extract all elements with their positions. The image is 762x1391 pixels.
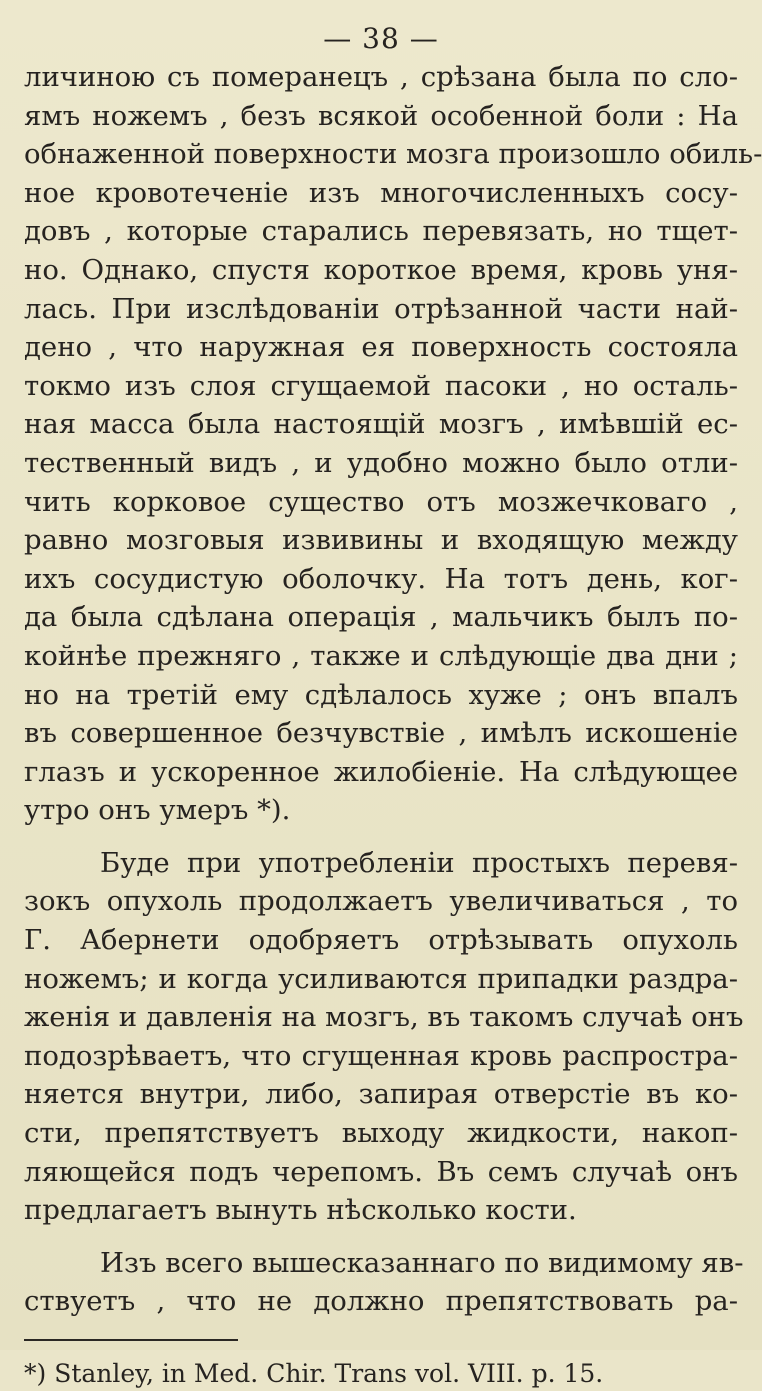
- text-line: подозрѣваетъ, что сгущенная кровь распростра-: [24, 1039, 738, 1072]
- text-line: койнѣе прежняго , также и слѣдующіе два дни ;: [24, 639, 738, 672]
- text-line: няется внутри, либо, запирая отверстіе въ ко-: [24, 1078, 738, 1111]
- text-line: тественный видъ , и удобно можно было отли-: [24, 446, 738, 479]
- paragraph-3: [24, 1244, 744, 1321]
- text-line: Г. Абернети одобряетъ отрѣзывать опухоль: [24, 924, 738, 957]
- text-line: ная масса была настоящій мозгъ , имѣвшій ес-: [24, 408, 738, 441]
- text-line: ствуетъ , что не должно препятствовать ра-: [24, 1285, 738, 1318]
- text-line: ямъ ножемъ , безъ всякой особенной боли : На: [24, 99, 738, 132]
- text-line: токмо изъ слоя сгущаемой пасоки , но осталь-: [24, 369, 738, 402]
- text-line: глазъ и ускоренное жилобіеніе. На слѣдующее: [24, 755, 738, 788]
- paragraph-1: [24, 58, 762, 830]
- text-line: въ совершенное безчувствіе , имѣлъ искошеніе: [24, 717, 738, 750]
- footnote: *) Stanley, in Med. Chir. Trans vol. VIII. p. 15.: [24, 1359, 604, 1388]
- text-line: ножемъ; и когда усиливаются припадки раздра-: [24, 962, 738, 995]
- text-line: личиною съ померанецъ , срѣзана была по сло-: [24, 61, 738, 93]
- text-line: сти, препятствуетъ выходу жидкости, накоп-: [24, 1117, 738, 1150]
- text-line: Изъ всего вышесказаннаго по видимому яв-: [100, 1246, 744, 1279]
- page-number: — 38 —: [323, 22, 439, 55]
- text-line: зокъ опухоль продолжаетъ увеличиваться , то: [24, 885, 738, 918]
- text-line: но. Однако, спустя короткое время, кровь уня-: [24, 253, 738, 286]
- text-line: равно мозговыя извивины и входящую между: [24, 524, 738, 557]
- text-line: дено , что наружная ея поверхность состояла: [24, 331, 738, 364]
- text-line: Буде при употребленіи простыхъ перевя-: [100, 846, 738, 879]
- footnote-divider: [24, 1339, 238, 1341]
- text-line: да была сдѣлана операція , мальчикъ былъ по-: [24, 601, 738, 634]
- text-line: довъ , которые старались перевязать, но тщет-: [24, 215, 738, 248]
- text-line: предлагаетъ вынуть нѣсколько кости.: [24, 1194, 577, 1227]
- text-line: лась. При изслѣдованіи отрѣзанной части най-: [24, 292, 738, 325]
- text-line: женія и давленія на мозгъ, въ такомъ случаѣ онъ: [24, 1001, 744, 1034]
- text-line: чить корковое существо отъ мозжечковаго ,: [24, 485, 738, 518]
- text-line: обнаженной поверхности мозга произошло обиль-: [24, 138, 762, 171]
- text-line: ихъ сосудистую оболочку. На тотъ день, ког-: [24, 562, 738, 595]
- text-line: но на третій ему сдѣлалось хуже ; онъ впалъ: [24, 678, 738, 711]
- text-line: ное кровотеченіе изъ многочисленныхъ сосу-: [24, 176, 738, 209]
- text-line: ляющейся подъ черепомъ. Въ семъ случаѣ онъ: [24, 1155, 738, 1188]
- text-line: утро онъ умеръ *).: [24, 794, 291, 827]
- paragraph-2: [24, 844, 744, 1230]
